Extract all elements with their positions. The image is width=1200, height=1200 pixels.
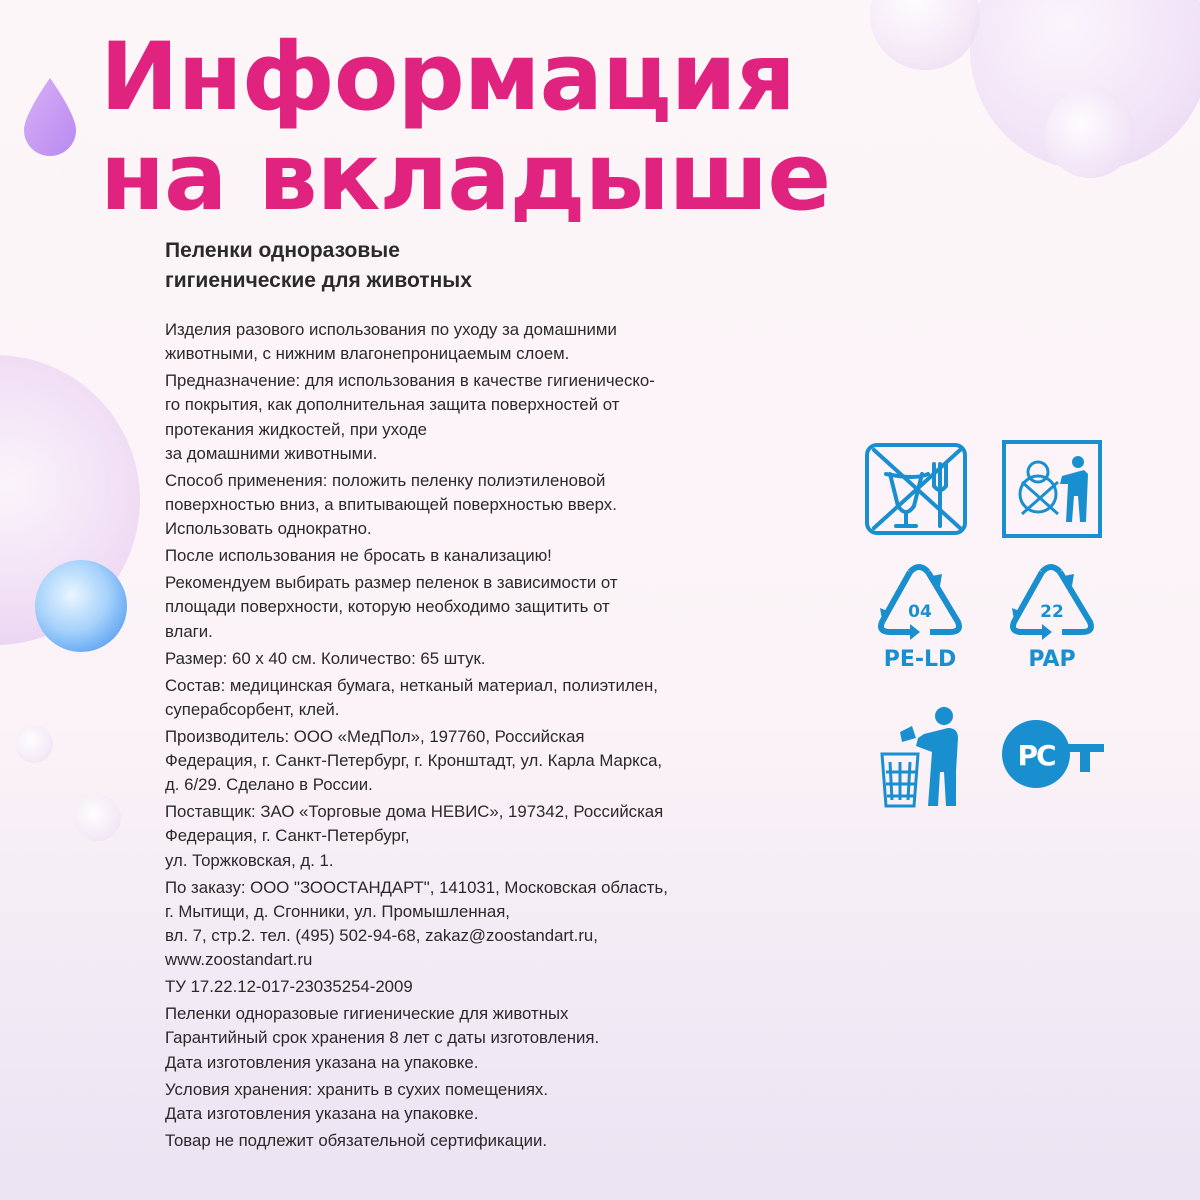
- text-paragraph: [165, 647, 725, 671]
- text-line: Состав: медицинская бумага, нетканый материал, полиэтилен,: [165, 675, 658, 695]
- text-line: Производитель: ООО «МедПол», 197760, Российская: [165, 726, 585, 746]
- text-line: Изделия разового использования по уходу за домашними: [165, 320, 617, 339]
- text-paragraph: [165, 544, 725, 568]
- text-line: Условия хранения: хранить в сухих помещениях.: [165, 1079, 548, 1099]
- text-paragraph: [165, 469, 725, 542]
- text-line: влаги.: [165, 621, 213, 641]
- decor-bubble: [75, 795, 121, 841]
- recycle-pe-ld-icon: [870, 562, 970, 674]
- marking-symbols: [860, 440, 1110, 820]
- text-line: го покрытия, как дополнительная защита поверхностей от: [165, 395, 620, 415]
- product-name-line: гигиенические для животных: [165, 269, 472, 292]
- text-line: Дата изготовления указана на упаковке.: [165, 1052, 479, 1072]
- text-line: д. 6/29. Сделано в России.: [165, 775, 373, 795]
- text-paragraph: [165, 876, 725, 973]
- water-drop-icon: [20, 78, 80, 158]
- text-paragraph: [165, 1002, 725, 1075]
- text-line: ул. Торжковская, д. 1.: [165, 850, 334, 870]
- text-paragraph: [165, 571, 725, 644]
- text-line: Федерация, г. Санкт-Петербург,: [165, 826, 410, 846]
- text-line: Товар не подлежит обязательной сертификации.: [165, 1130, 548, 1150]
- text-line: площади поверхности, которую необходимо защитить от: [165, 597, 610, 617]
- text-line: животными, с нижним влагонепроницаемым слоем.: [165, 344, 570, 364]
- text-paragraph: [165, 674, 725, 722]
- product-name-line: Пеленки одноразовые: [165, 239, 400, 262]
- text-line: Федерация, г. Санкт-Петербург, г. Кронштадт, ул. Карла Маркса,: [165, 751, 663, 771]
- text-line: Дата изготовления указана на упаковке.: [165, 1103, 479, 1123]
- recycle-label: PE-LD: [883, 647, 957, 672]
- text-line: суперабсорбент, клей.: [165, 699, 340, 719]
- dispose-in-bin-icon: [878, 706, 968, 810]
- text-line: Размер: 60 х 40 см. Количество: 65 штук.: [165, 648, 486, 668]
- recycle-pap-icon: [1002, 562, 1102, 674]
- text-line: протекания жидкостей, при уходе: [165, 419, 427, 439]
- text-paragraph: [165, 800, 725, 873]
- text-line: Поставщик: ЗАО «Торговые дома НЕВИС», 197342, Российская: [165, 802, 664, 822]
- text-line: за домашними животными.: [165, 443, 378, 463]
- text-paragraph: [165, 369, 725, 466]
- text-paragraph: [165, 1078, 725, 1126]
- insert-text: [165, 318, 725, 1156]
- recycle-label: PAP: [1028, 647, 1076, 672]
- keep-away-from-children-icon: [1002, 440, 1102, 538]
- page-title: [100, 23, 831, 232]
- text-line: Использовать однократно.: [165, 519, 372, 539]
- recycle-code: 04: [908, 602, 932, 622]
- not-for-food-icon: [864, 442, 968, 536]
- text-line: вл. 7, стр.2. тел. (495) 502-94-68, zakaz@zoostandart.ru,: [165, 926, 598, 946]
- text-line: Пеленки одноразовые гигиенические для животных: [165, 1004, 569, 1024]
- text-line: www.zoostandart.ru: [165, 950, 313, 970]
- page-title-line: на вкладыше: [100, 123, 831, 232]
- text-line: поверхностью вниз, а впитывающей поверхностью вверх.: [165, 495, 617, 515]
- decor-bubble: [870, 0, 980, 70]
- text-line: После использования не бросать в канализацию!: [165, 546, 552, 566]
- text-line: Способ применения: положить пеленку полиэтиленовой: [165, 470, 606, 490]
- product-name: [165, 236, 472, 296]
- page-title-line: Информация: [100, 23, 795, 132]
- blue-bubble: [35, 560, 127, 652]
- text-paragraph: [165, 318, 725, 366]
- decor-bubble: [1045, 88, 1135, 178]
- decor-bubble: [15, 725, 53, 763]
- text-line: ТУ 17.22.12-017-23035254-2009: [165, 977, 413, 997]
- text-line: г. Мытищи, д. Сгонники, ул. Промышленная,: [165, 901, 510, 921]
- text-paragraph: [165, 725, 725, 798]
- text-line: Предназначение: для использования в качестве гигиеническо-: [165, 371, 655, 391]
- text-paragraph: [165, 975, 725, 999]
- text-line: По заказу: ООО "ЗООСТАНДАРТ", 141031, Московская область,: [165, 877, 668, 897]
- svg-text:РС: РС: [1017, 739, 1055, 772]
- text-paragraph: [165, 1129, 725, 1153]
- recycle-code: 22: [1040, 602, 1064, 622]
- rst-certification-icon: [1000, 718, 1110, 790]
- text-line: Рекомендуем выбирать размер пеленок в зависимости от: [165, 573, 618, 593]
- text-line: Гарантийный срок хранения 8 лет с даты изготовления.: [165, 1028, 600, 1048]
